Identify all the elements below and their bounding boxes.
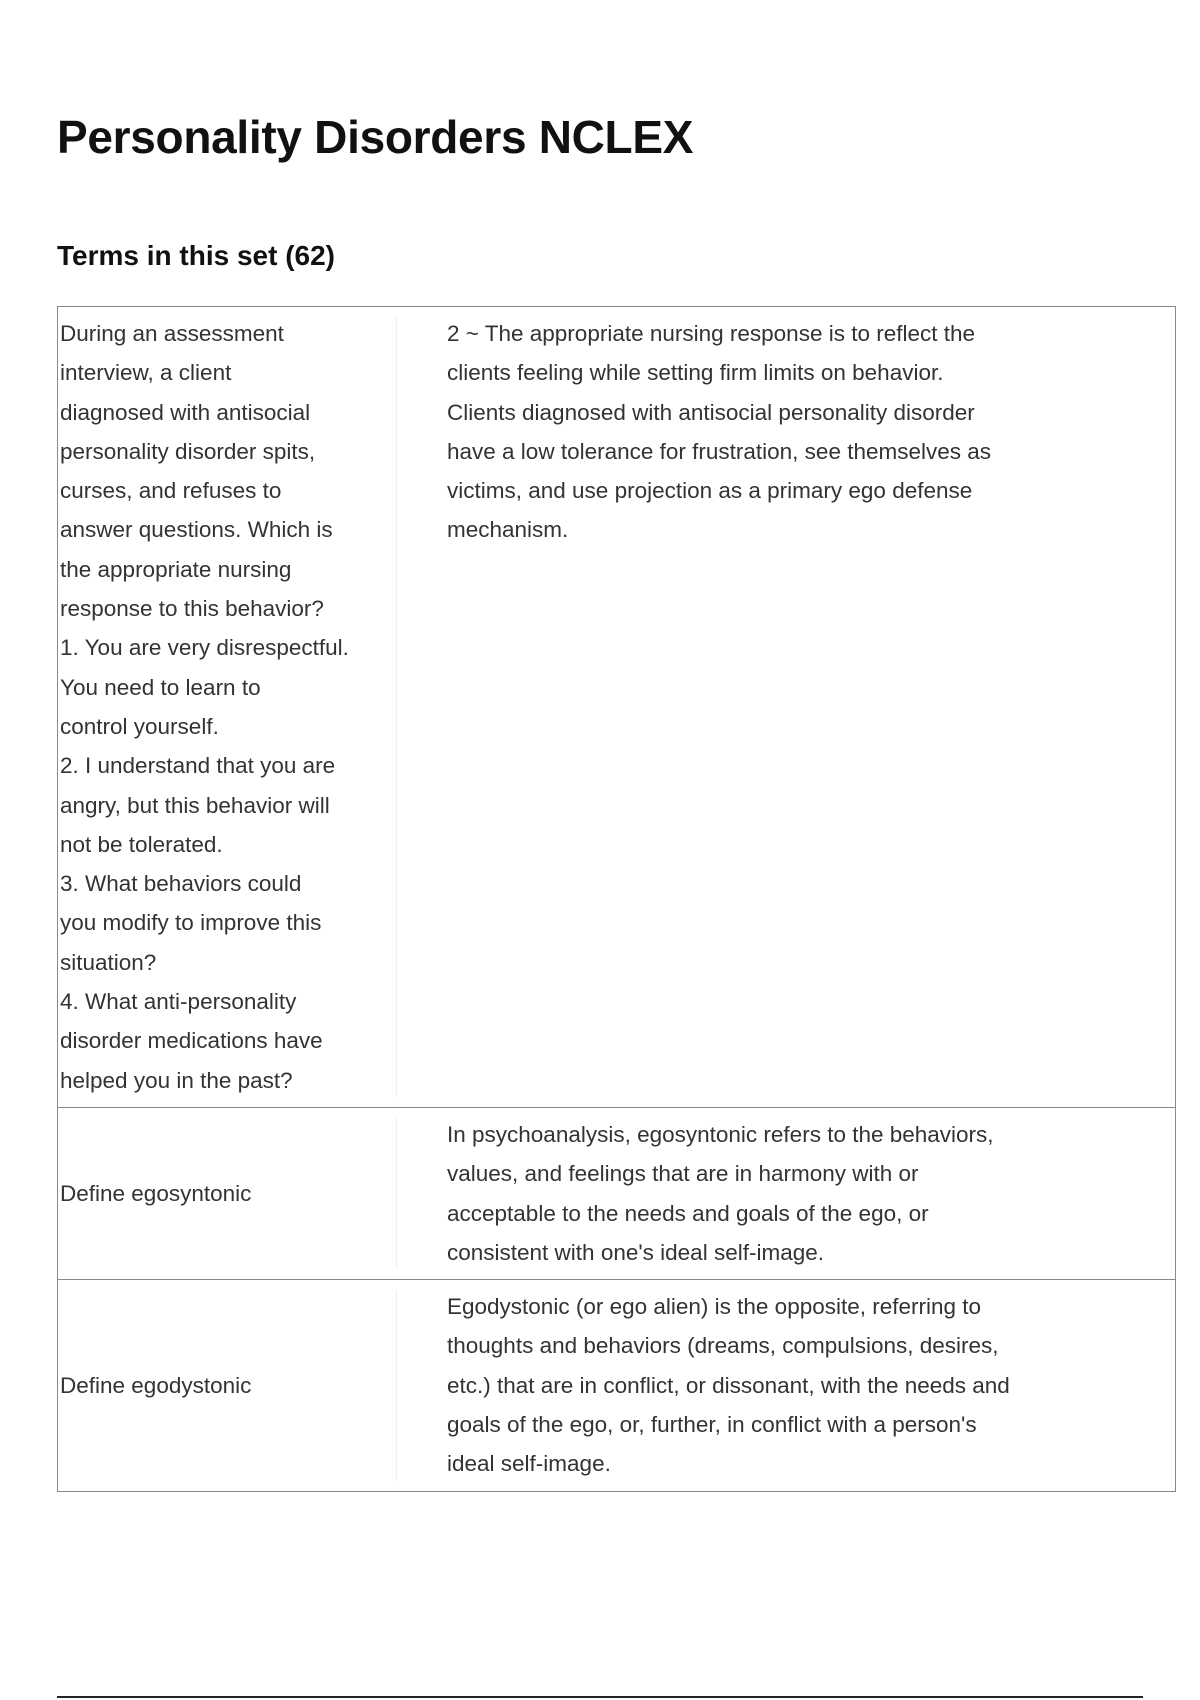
text-line: angry, but this behavior will xyxy=(60,792,330,818)
card-row xyxy=(58,307,1176,1108)
page-title: Personality Disorders NCLEX xyxy=(57,111,694,163)
text-line: personality disorder spits, xyxy=(60,438,316,464)
text-line: response to this behavior? xyxy=(60,596,324,622)
card-row xyxy=(58,1280,1176,1491)
text-line: victims, and use projection as a primary ego defense xyxy=(447,478,973,504)
text-line: the appropriate nursing xyxy=(60,556,292,582)
card-definition xyxy=(397,1107,1176,1279)
text-line: Define egodystonic xyxy=(60,1372,252,1398)
card-term xyxy=(58,1280,398,1491)
card-definition xyxy=(397,307,1176,1108)
text-line: In psychoanalysis, egosyntonic refers to the behaviors, xyxy=(447,1121,994,1147)
text-line: 2. I understand that you are xyxy=(60,753,336,779)
text-line: curses, and refuses to xyxy=(60,478,282,504)
text-line: Clients diagnosed with antisocial personality disorder xyxy=(447,399,975,425)
card-term xyxy=(58,307,398,1108)
text-line: answer questions. Which is xyxy=(60,517,333,543)
text-line: Egodystonic (or ego alien) is the opposite, referring to xyxy=(447,1294,982,1320)
text-line: 1. You are very disrespectful. xyxy=(60,635,349,661)
text-line: 2 ~ The appropriate nursing response is to reflect the xyxy=(447,321,976,346)
card-term xyxy=(58,1107,398,1279)
text-line: have a low tolerance for frustration, see themselves as xyxy=(447,438,992,464)
text-line: values, and feelings that are in harmony with or xyxy=(447,1161,919,1187)
text-line: ideal self-image. xyxy=(447,1451,611,1477)
terms-count-heading: Terms in this set (62) xyxy=(57,240,336,271)
text-line: etc.) that are in conflict, or dissonant, with the needs and xyxy=(447,1372,1010,1398)
text-line: you modify to improve this xyxy=(60,910,322,936)
text-line: Define egosyntonic xyxy=(60,1180,252,1206)
text-line: 4. What anti-personality xyxy=(60,989,297,1015)
text-line: situation? xyxy=(60,949,157,975)
text-line: not be tolerated. xyxy=(60,831,223,857)
text-line: disorder medications have xyxy=(60,1028,323,1054)
text-line: control yourself. xyxy=(60,713,219,739)
text-line: acceptable to the needs and goals of the ego, or xyxy=(447,1200,929,1226)
text-line: During an assessment xyxy=(60,321,284,346)
text-line: interview, a client xyxy=(60,360,232,386)
text-line: You need to learn to xyxy=(60,674,261,700)
text-line: consistent with one's ideal self-image. xyxy=(447,1239,824,1265)
text-line: 3. What behaviors could xyxy=(60,871,302,897)
footer-divider xyxy=(57,1696,1143,1698)
text-line: thoughts and behaviors (dreams, compulsions, desires, xyxy=(447,1333,999,1359)
text-line: mechanism. xyxy=(447,517,569,543)
text-line: goals of the ego, or, further, in conflict with a person's xyxy=(447,1412,977,1438)
terms-table xyxy=(57,306,1176,1492)
card-definition xyxy=(397,1280,1176,1491)
text-line: clients feeling while setting firm limits on behavior. xyxy=(447,360,944,386)
card-row xyxy=(58,1107,1176,1279)
text-line: diagnosed with antisocial xyxy=(60,399,311,425)
text-line: helped you in the past? xyxy=(60,1067,293,1093)
